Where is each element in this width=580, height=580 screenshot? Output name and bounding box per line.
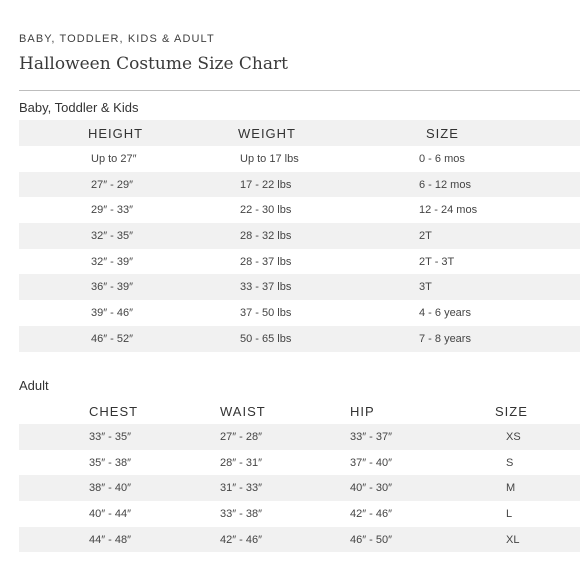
weight-cell: 28 - 32 lbs xyxy=(240,229,292,242)
hip-cell: 37″ - 40″ xyxy=(350,456,393,469)
weight-cell: Up to 17 lbs xyxy=(240,152,299,165)
hip-cell: 40″ - 30″ xyxy=(350,482,393,495)
height-cell: Up to 27″ xyxy=(91,152,137,165)
column-header-chest: CHEST xyxy=(89,403,139,419)
waist-cell: 42″ - 46″ xyxy=(220,533,263,546)
table-row xyxy=(19,450,580,476)
column-header-hip: HIP xyxy=(350,403,375,419)
column-header-weight: WEIGHT xyxy=(238,125,296,141)
table-row xyxy=(19,527,580,553)
size-cell: 6 - 12 mos xyxy=(419,178,471,191)
height-cell: 39″ - 46″ xyxy=(91,306,134,319)
table-row xyxy=(19,249,580,275)
table-row xyxy=(19,300,580,326)
weight-cell: 50 - 65 lbs xyxy=(240,332,292,345)
size-cell: 2T - 3T xyxy=(419,255,455,268)
kids-header-row xyxy=(19,120,580,146)
table-row xyxy=(19,172,580,198)
table-row xyxy=(19,475,580,501)
table-row xyxy=(19,326,580,352)
table-row xyxy=(19,501,580,527)
waist-cell: 33″ - 38″ xyxy=(220,507,263,520)
size-cell: 3T xyxy=(419,281,432,294)
column-header-height: HEIGHT xyxy=(88,125,144,141)
kids-size-table xyxy=(19,120,580,352)
size-cell: 0 - 6 mos xyxy=(419,152,465,165)
adult-section-label: Adult xyxy=(19,378,49,393)
chest-cell: 40″ - 44″ xyxy=(89,507,132,520)
height-cell: 36″ - 39″ xyxy=(91,281,134,294)
adult-header-row xyxy=(19,398,580,424)
size-cell: 7 - 8 years xyxy=(419,332,471,345)
chest-cell: 38″ - 40″ xyxy=(89,482,132,495)
height-cell: 32″ - 39″ xyxy=(91,255,134,268)
eyebrow-heading: BABY, TODDLER, KIDS & ADULT xyxy=(19,33,215,45)
table-row xyxy=(19,146,580,172)
table-row xyxy=(19,197,580,223)
weight-cell: 17 - 22 lbs xyxy=(240,178,292,191)
table-row xyxy=(19,274,580,300)
adult-size-table xyxy=(19,398,580,552)
size-cell: M xyxy=(506,482,516,495)
weight-cell: 37 - 50 lbs xyxy=(240,306,292,319)
size-cell: 2T xyxy=(419,229,432,242)
title-divider xyxy=(19,90,580,91)
table-row xyxy=(19,223,580,249)
size-cell: S xyxy=(506,456,514,469)
size-cell: L xyxy=(506,507,513,520)
page-title: Halloween Costume Size Chart xyxy=(19,54,288,74)
weight-cell: 22 - 30 lbs xyxy=(240,204,292,217)
chest-cell: 35″ - 38″ xyxy=(89,456,132,469)
size-cell: 4 - 6 years xyxy=(419,306,471,319)
weight-cell: 28 - 37 lbs xyxy=(240,255,292,268)
height-cell: 46″ - 52″ xyxy=(91,332,134,345)
column-header-size: SIZE xyxy=(426,125,459,141)
height-cell: 27″ - 29″ xyxy=(91,178,134,191)
weight-cell: 33 - 37 lbs xyxy=(240,281,292,294)
chest-cell: 44″ - 48″ xyxy=(89,533,132,546)
size-cell: 12 - 24 mos xyxy=(419,204,478,217)
height-cell: 32″ - 35″ xyxy=(91,229,134,242)
column-header-size: SIZE xyxy=(495,403,528,419)
hip-cell: 42″ - 46″ xyxy=(350,507,393,520)
size-cell: XS xyxy=(506,430,521,443)
size-cell: XL xyxy=(506,533,520,546)
column-header-waist: WAIST xyxy=(220,403,266,419)
chest-cell: 33″ - 35″ xyxy=(89,430,132,443)
waist-cell: 28″ - 31″ xyxy=(220,456,263,469)
table-row xyxy=(19,424,580,450)
kids-section-label: Baby, Toddler & Kids xyxy=(19,100,139,115)
waist-cell: 31″ - 33″ xyxy=(220,482,263,495)
hip-cell: 46″ - 50″ xyxy=(350,533,393,546)
waist-cell: 27″ - 28″ xyxy=(220,430,263,443)
hip-cell: 33″ - 37″ xyxy=(350,430,393,443)
height-cell: 29″ - 33″ xyxy=(91,204,134,217)
